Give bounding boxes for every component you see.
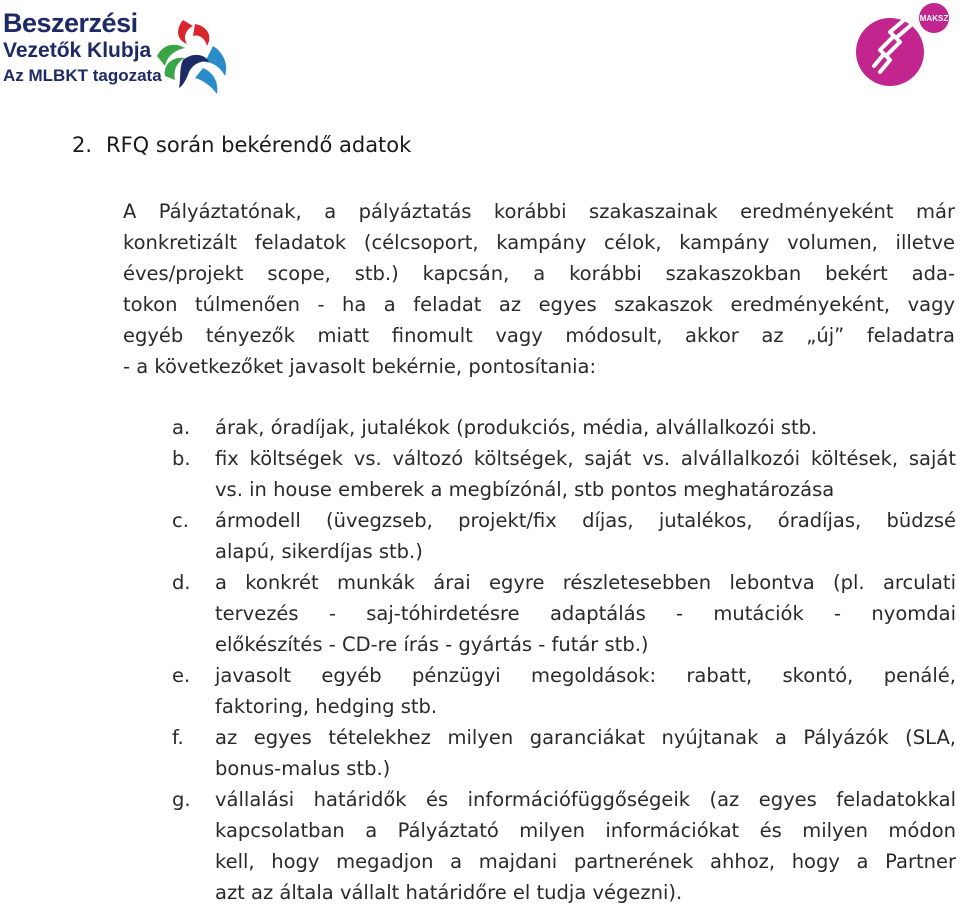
section-heading <box>72 133 411 157</box>
list-item <box>172 567 956 660</box>
list-item-line: vállalási határidők és információfüggőségeik (az egyes feladatokkal <box>215 788 956 811</box>
list-item <box>172 443 956 505</box>
list-marker: c. <box>172 509 189 532</box>
list-item-line: az egyes tételekhez milyen garanciákat nyújtanak a Pályázók (SLA, <box>215 726 956 749</box>
list-item-line: bonus-malus stb.) <box>215 757 391 780</box>
list-marker: f. <box>172 726 184 749</box>
list-item-line: faktoring, hedging stb. <box>215 695 438 718</box>
list-item-line: tervezés - saj-tóhirdetésre adaptálás - mutációk - nyomdai <box>215 602 956 625</box>
list-marker: e. <box>172 664 191 687</box>
page-header <box>0 0 960 100</box>
logo-line-2: Vezetők Klubja <box>3 39 152 62</box>
intro-line: egyéb tényezők miatt finomult vagy módosult, akkor az „új” feladatra <box>123 324 955 347</box>
list-marker: d. <box>172 571 191 594</box>
requirements-list <box>172 412 956 908</box>
list-marker: b. <box>172 447 191 470</box>
list-item-line: javasolt egyéb pénzügyi megoldások: rabatt, skontó, penálé, <box>215 664 956 687</box>
intro-line: A Pályáztatónak, a pályáztatás korábbi szakaszainak eredményeként már <box>123 200 955 223</box>
logo-line-1: Beszerzési <box>3 8 138 38</box>
list-item-line: kell, hogy megadjon a majdani partnerének ahhoz, hogy a Partner <box>215 850 956 873</box>
list-item-line: a konkrét munkák árai egyre részletesebben lebontva (pl. arculati <box>215 571 956 594</box>
list-item-line: fix költségek vs. változó költségek, saját vs. alvállalkozói költések, saját <box>215 447 956 470</box>
list-item-line: vs. in house emberek a megbízónál, stb pontos meghatározása <box>215 478 835 501</box>
bird-emblem-icon <box>153 16 235 96</box>
list-item <box>172 505 956 567</box>
list-item-line: ármodell (üvegzseb, projekt/fix díjas, jutalékos, óradíjas, büdzsé <box>215 509 956 532</box>
intro-line: - a következőket javasolt bekérnie, pontosítania: <box>123 355 597 378</box>
intro-line: éves/projekt scope, stb.) kapcsán, a korábbi szakaszokban bekért ada- <box>123 262 955 285</box>
section-title: RFQ során bekérendő adatok <box>106 133 412 157</box>
list-item <box>172 412 956 443</box>
list-item-line: azt az általa vállalt határidőre el tudja végezni). <box>215 881 683 904</box>
beszerzesi-vezetok-klubja-logo <box>3 10 243 96</box>
list-item-line: kapcsolatban a Pályáztató milyen információkat és milyen módon <box>215 819 956 842</box>
logo-line-3: Az MLBKT tagozata <box>3 66 162 85</box>
list-marker: g. <box>172 788 191 811</box>
intro-line: konkretizált feladatok (célcsoport, kampány célok, kampány volumen, illetve <box>123 231 955 254</box>
list-item <box>172 722 956 784</box>
section-number: 2. <box>72 133 93 157</box>
list-marker: a. <box>172 416 191 439</box>
maksz-logo <box>850 2 954 90</box>
intro-line: tokon túlmenően - ha a feladat az egyes szakaszok eredményeként, vagy <box>123 293 955 316</box>
list-item <box>172 660 956 722</box>
list-item <box>172 784 956 908</box>
maksz-label: MAKSZ <box>919 14 949 23</box>
list-item-line: árak, óradíjak, jutalékok (produkciós, média, alvállalkozói stb. <box>215 416 818 439</box>
list-item-line: előkészítés - CD-re írás - gyártás - futár stb.) <box>215 633 649 656</box>
list-item-line: alapú, sikerdíjas stb.) <box>215 540 423 563</box>
intro-paragraph <box>123 196 955 382</box>
